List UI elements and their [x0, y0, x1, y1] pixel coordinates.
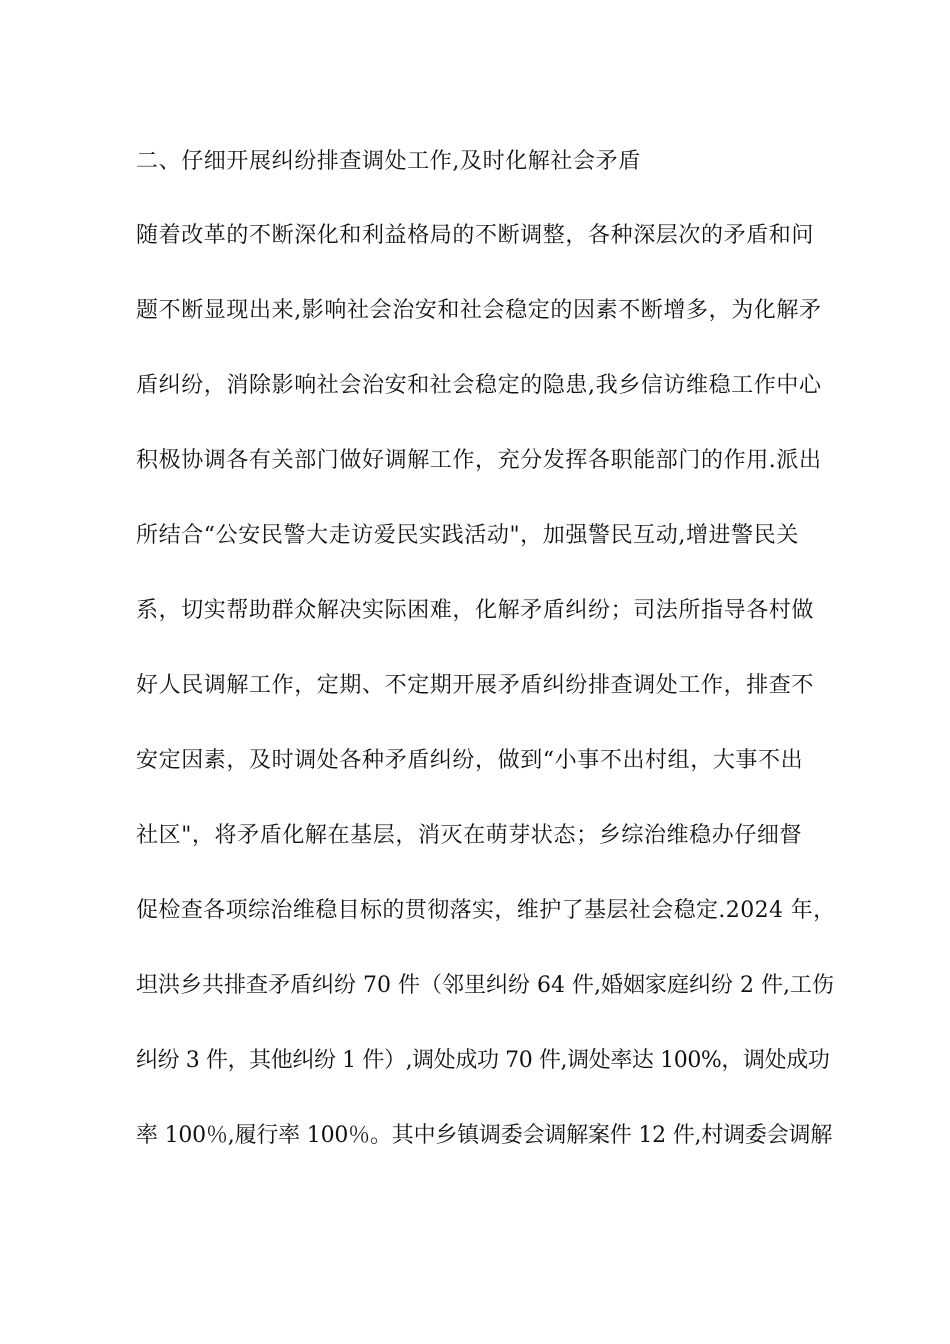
body-line: 题不断显现出来,影响社会治安和社会稳定的因素不断增多，为化解矛	[136, 298, 822, 323]
body-line: 所结合“公安民警大走访爱民实践活动"，加强警民互动,增进警民关	[136, 523, 799, 548]
body-line: 率 100％,履行率 100％。其中乡镇调委会调解案件 12 件,村调委会调解	[136, 1123, 833, 1148]
body-line: 促检查各项综治维稳目标的贯彻落实，维护了基层社会稳定.2024 年，	[136, 898, 836, 923]
body-line: 系，切实帮助群众解决实际困难，化解矛盾纠纷；司法所指导各村做	[136, 598, 815, 623]
body-line: 社区"，将矛盾化解在基层，消灭在萌芽状态；乡综治维稳办仔细督	[136, 823, 803, 848]
body-line: 纠纷 3 件，其他纠纷 1 件）,调处成功 70 件,调处率达 100%，调处成功	[136, 1048, 830, 1073]
body-line: 好人民调解工作，定期、不定期开展矛盾纠纷排查调处工作，排查不	[136, 673, 815, 698]
body-line: 安定因素，及时调处各种矛盾纠纷，做到“小事不出村组，大事不出	[136, 748, 804, 773]
body-line: 盾纠纷，消除影响社会治安和社会稳定的隐患,我乡信访维稳工作中心	[136, 373, 822, 398]
body-line: 积极协调各有关部门做好调解工作，充分发挥各职能部门的作用.派出	[136, 448, 822, 473]
body-line: 随着改革的不断深化和利益格局的不断调整，各种深层次的矛盾和问	[136, 223, 815, 248]
section-heading: 二、仔细开展纠纷排查调处工作,及时化解社会矛盾	[136, 149, 641, 174]
body-line: 坦洪乡共排查矛盾纠纷 70 件（邻里纠纷 64 件,婚姻家庭纠纷 2 件,工伤	[136, 973, 834, 998]
